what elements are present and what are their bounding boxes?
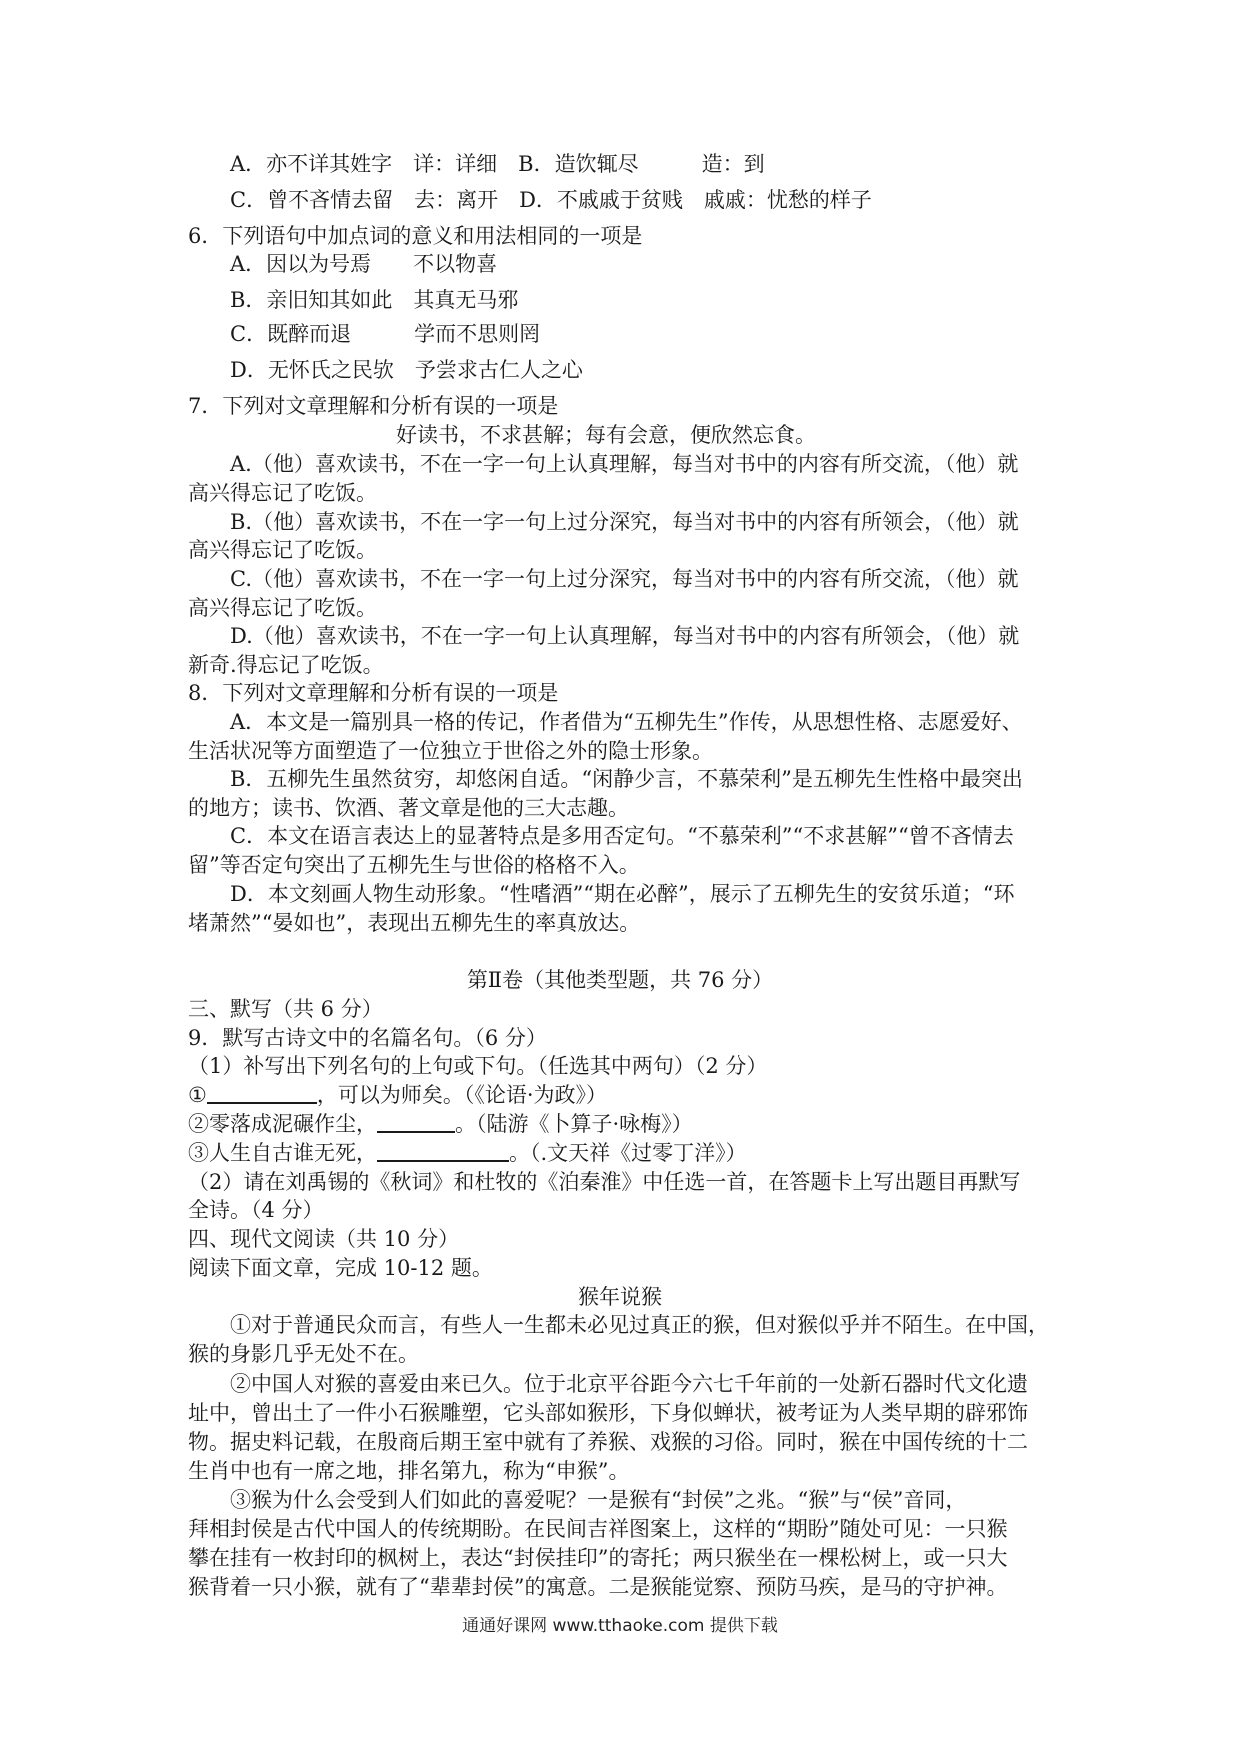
article-p3-line3: 攀在挂有一枚封印的枫树上，表达“封侯挂印”的寄托；两只猴坐在一棵松树上，或一只大 [188, 1546, 1008, 1570]
q8-option-a-line1: A．本文是一篇别具一格的传记，作者借为“五柳先生”作传，从思想性格、志愿爱好、 [230, 710, 1023, 734]
q7-stem: 7．下列对文章理解和分析有误的一项是 [188, 394, 559, 418]
article-p3-line4: 猴背着一只小猴，就有了“辈辈封侯”的寓意。二是猴能觉察、预防马疾，是马的守护神。 [188, 1575, 1008, 1599]
q9-part1: （1）补写出下列名句的上句或下句。（任选其中两句）（2 分） [188, 1054, 768, 1078]
article-p2-line1: ②中国人对猴的喜爱由来已久。位于北京平谷距今六七千年前的一处新石器时代文化遗 [230, 1372, 1028, 1396]
q9-part2-line2: 全诗。（4 分） [188, 1198, 324, 1222]
fill-item-3-text: ③人生自古谁无死， [188, 1141, 377, 1165]
reading-instruction: 阅读下面文章，完成 10-12 题。 [188, 1256, 493, 1280]
q7-option-d-line2: 新奇.得忘记了吃饭。 [188, 653, 384, 677]
article-p1-line1: ①对于普通民众而言，有些人一生都未必见过真正的猴，但对猴似乎并不陌生。在中国， [230, 1313, 1049, 1337]
article-title: 猴年说猴 [578, 1285, 662, 1309]
q8-option-b-line1: B．五柳先生虽然贫穷，却悠闲自适。“闲静少言，不慕荣利”是五柳先生性格中最突出 [230, 767, 1023, 791]
q6-option-a: A．因以为号焉 不以物喜 [230, 252, 498, 276]
article-p3-line1: ③猴为什么会受到人们如此的喜爱呢？一是猴有“封侯”之兆。“猴”与“侯”音同， [230, 1488, 967, 1512]
fill-item-2 [188, 1110, 693, 1139]
article-p2-line3: 物。据史料记载，在殷商后期王室中就有了养猴、戏猴的习俗。同时，猴在中国传统的十二 [188, 1430, 1028, 1454]
q7-option-c-line2: 高兴得忘记了吃饭。 [188, 596, 377, 620]
q8-option-d-line1: D．本文刻画人物生动形象。“性嗜酒”“期在必醉”，展示了五柳先生的安贫乐道；“环 [230, 882, 1015, 906]
fill-item-1 [188, 1081, 607, 1110]
footer-watermark: 通通好课网 www.tthaoke.com 提供下载 [462, 1616, 778, 1636]
q5-option-ab: A．亦不详其姓字 详：详细 B．造饮辄尽 造：到 [230, 152, 765, 176]
fill-item-3 [188, 1139, 747, 1168]
q8-option-b-line2: 的地方；读书、饮酒、著文章是他的三大志趣。 [188, 796, 629, 820]
article-p2-line4: 生肖中也有一席之地，排名第九，称为“申猴”。 [188, 1459, 630, 1483]
q8-option-c-line2: 留”等否定句突出了五柳先生与世俗的格格不入。 [188, 853, 640, 877]
q7-option-c-line1: C.（他）喜欢读书，不在一字一句上过分深究，每当对书中的内容有所交流，（他）就 [230, 567, 1019, 591]
q6-option-d: D．无怀氏之民欤 予尝求古仁人之心 [230, 358, 583, 382]
answer-blank-1[interactable] [207, 1082, 317, 1104]
part2-title: 第Ⅱ卷（其他类型题，共 76 分） [466, 968, 774, 992]
section3-heading: 三、默写（共 6 分） [188, 997, 383, 1021]
fill-item-2-source: 。（陆游《卜算子·咏梅》） [455, 1112, 693, 1136]
section4-heading: 四、现代文阅读（共 10 分） [188, 1227, 460, 1251]
fill-item-1-number: ① [188, 1083, 207, 1107]
q7-option-b-line1: B.（他）喜欢读书，不在一字一句上过分深究，每当对书中的内容有所领会，（他）就 [230, 510, 1019, 534]
q8-option-c-line1: C．本文在语言表达上的显著特点是多用否定句。“不慕荣利”“不求甚解”“曾不吝情去 [230, 824, 1014, 848]
fill-item-1-text: ，可以为师矣。（《论语·为政》） [316, 1083, 608, 1107]
answer-blank-2[interactable] [377, 1111, 455, 1133]
q7-option-b-line2: 高兴得忘记了吃饭。 [188, 538, 377, 562]
q8-option-a-line2: 生活状况等方面塑造了一位独立于世俗之外的隐士形象。 [188, 739, 713, 763]
q6-option-b: B．亲旧知其如此 其真无马邪 [230, 288, 519, 312]
q6-stem: 6．下列语句中加点词的意义和用法相同的一项是 [188, 224, 643, 248]
article-p3-line2: 拜相封侯是古代中国人的传统期盼。在民间吉祥图案上，这样的“期盼”随处可见：一只猴 [188, 1517, 1008, 1541]
q7-option-d-line1: D.（他）喜欢读书，不在一字一句上认真理解，每当对书中的内容有所领会，（他）就 [230, 624, 1020, 648]
q9-part2-line1: （2）请在刘禹锡的《秋词》和杜牧的《泊秦淮》中任选一首，在答题卡上写出题目再默写 [188, 1170, 1021, 1194]
q8-option-d-line2: 堵萧然”“晏如也”，表现出五柳先生的率真放达。 [188, 911, 641, 935]
q8-stem: 8．下列对文章理解和分析有误的一项是 [188, 681, 559, 705]
fill-item-2-text: ②零落成泥碾作尘， [188, 1112, 377, 1136]
q7-option-a-line1: A.（他）喜欢读书，不在一字一句上认真理解，每当对书中的内容有所交流，（他）就 [230, 452, 1019, 476]
answer-blank-3[interactable] [377, 1140, 509, 1162]
fill-item-3-source: 。（.文天祥《过零丁洋》） [509, 1141, 747, 1165]
q9-stem: 9．默写古诗文中的名篇名句。（6 分） [188, 1026, 547, 1050]
article-p1-line2: 猴的身影几乎无处不在。 [188, 1342, 419, 1366]
q7-quote: 好读书，不求甚解；每有会意，便欣然忘食。 [396, 423, 816, 447]
q6-option-c: C．既醉而退 学而不思则罔 [230, 322, 541, 346]
q7-option-a-line2: 高兴得忘记了吃饭。 [188, 481, 377, 505]
q5-option-cd: C．曾不吝情去留 去：离开 D．不戚戚于贫贱 戚戚：忧愁的样子 [230, 188, 872, 212]
article-p2-line2: 址中，曾出土了一件小石猴雕塑，它头部如猴形，下身似蝉状，被考证为人类早期的辟邪饰 [188, 1401, 1028, 1425]
